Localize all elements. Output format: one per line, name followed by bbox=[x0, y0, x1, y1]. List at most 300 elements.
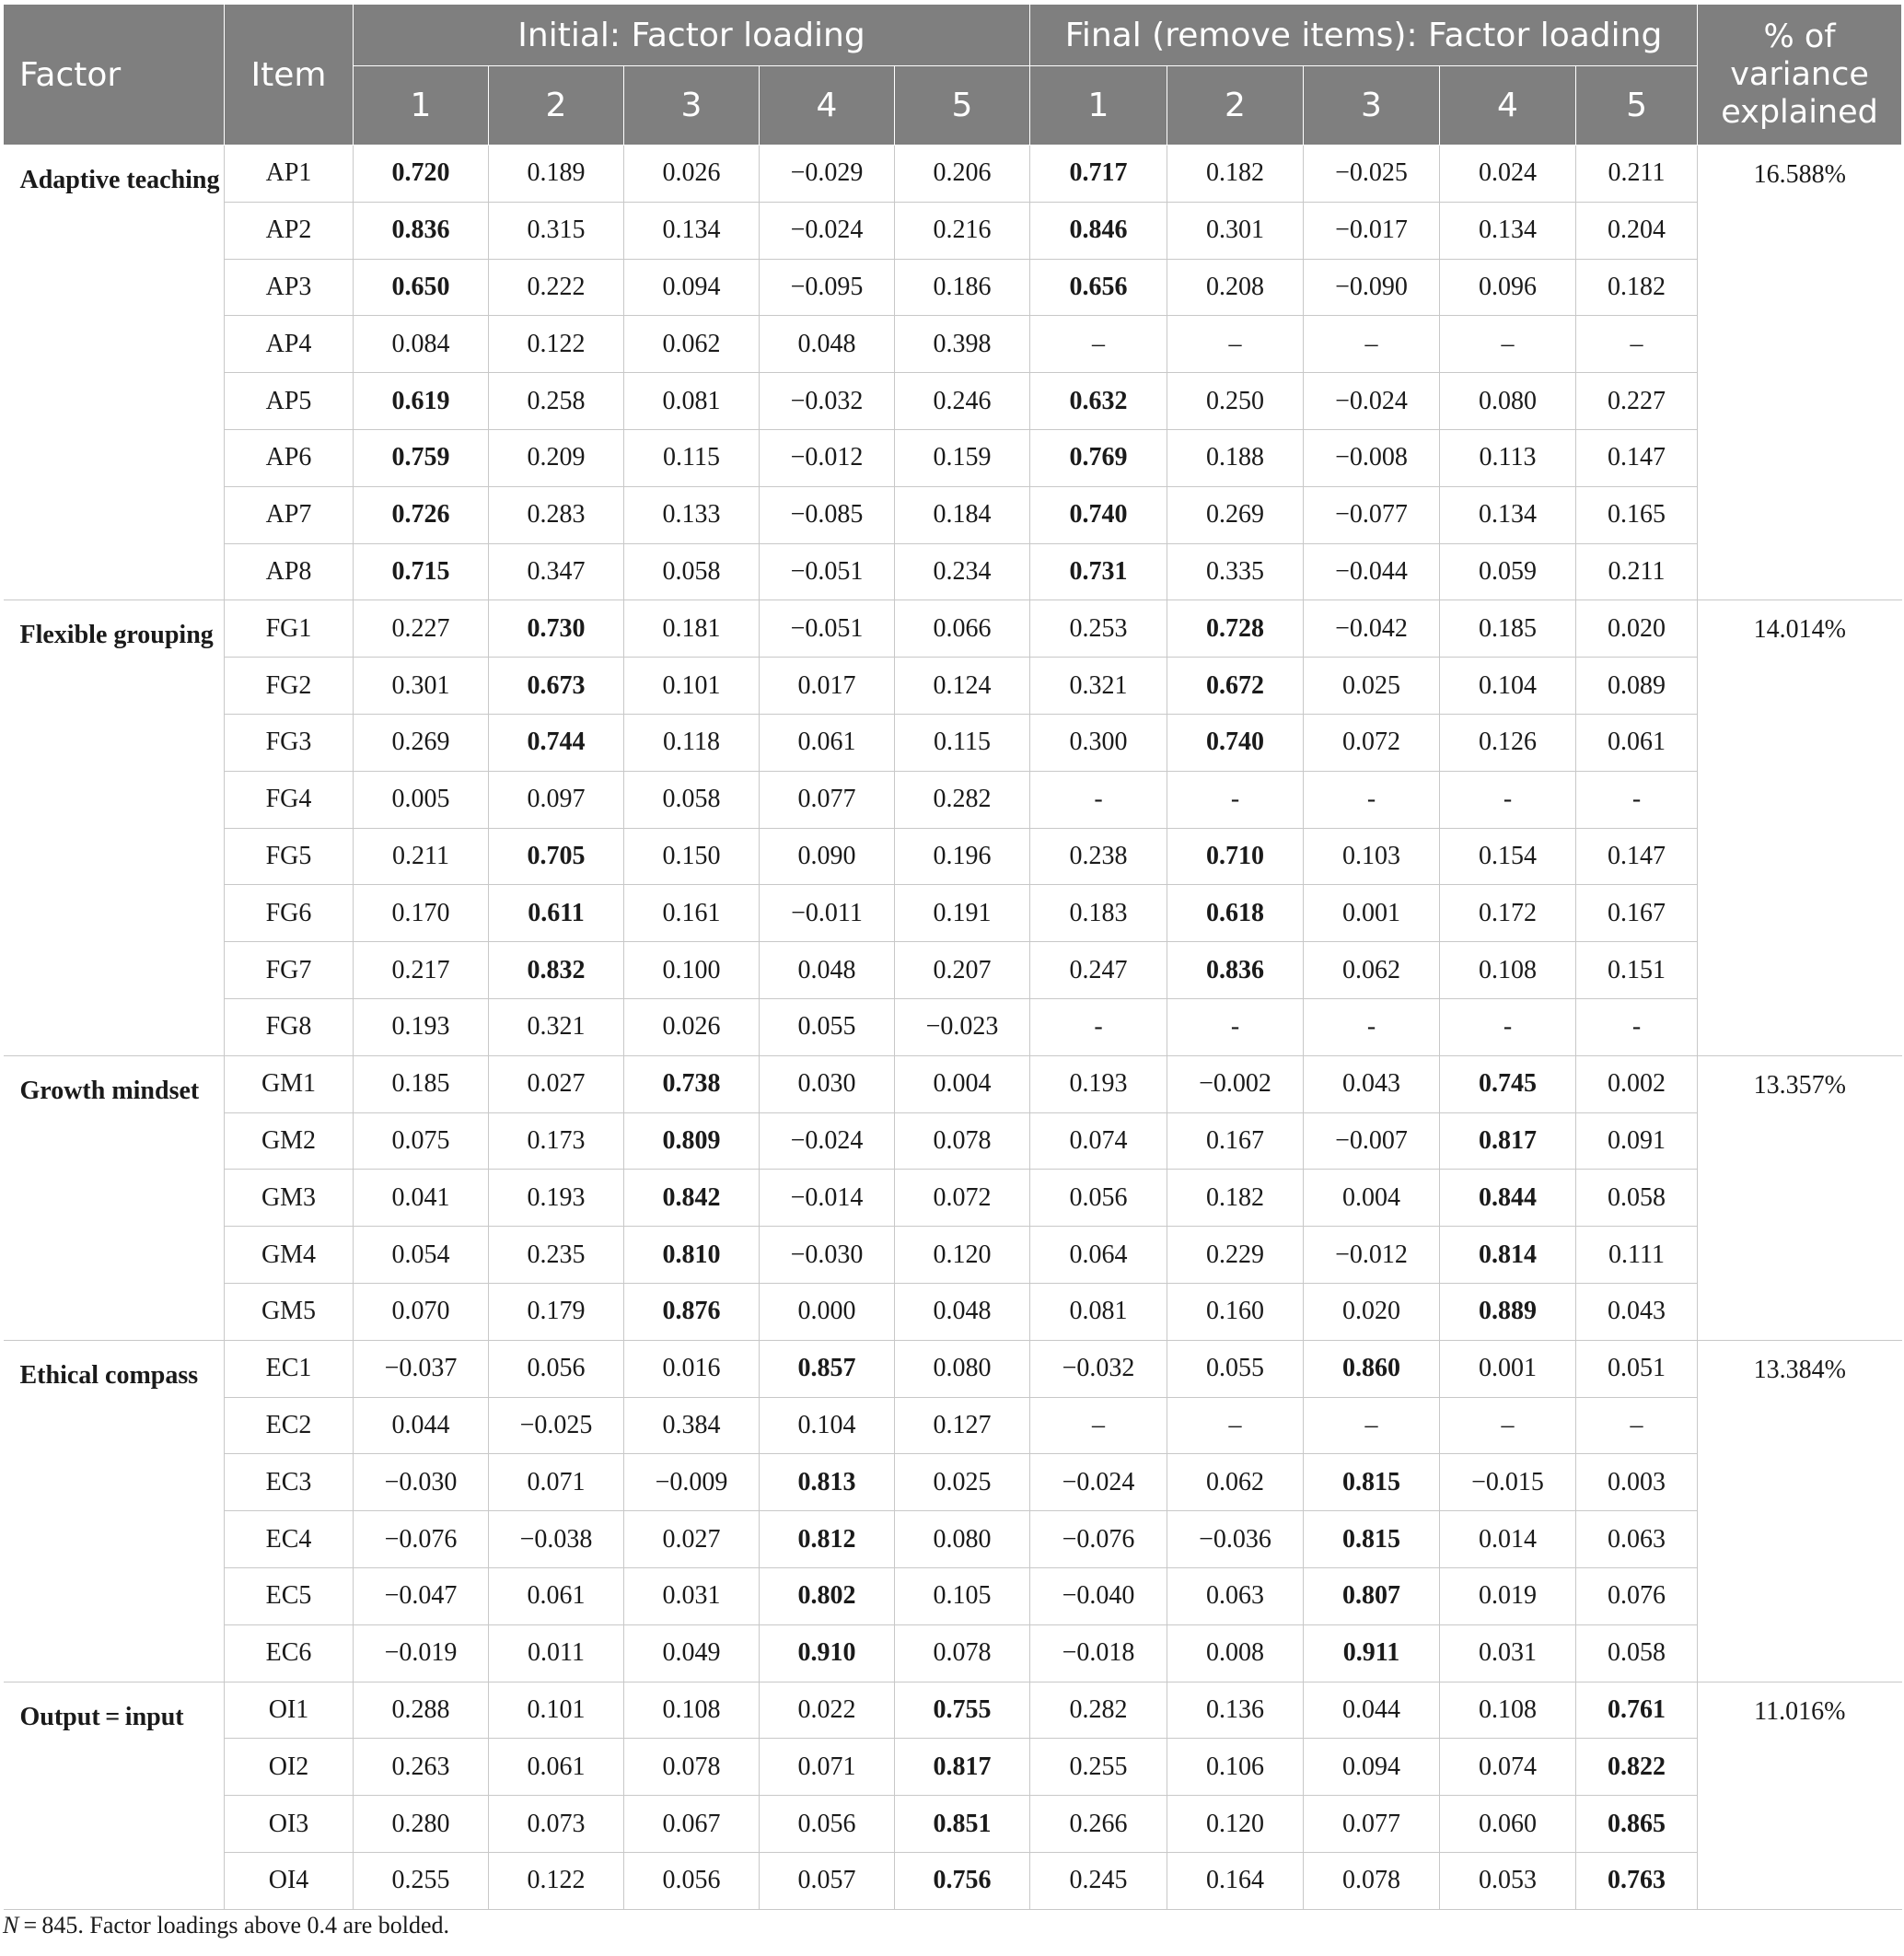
item-header: Item bbox=[225, 5, 354, 146]
final-loading-cell: 0.062 bbox=[1167, 1454, 1304, 1511]
initial-loading-cell: 0.321 bbox=[489, 998, 624, 1055]
final-loading-cell: 0.044 bbox=[1304, 1682, 1440, 1739]
initial-loading-cell: 0.263 bbox=[354, 1739, 489, 1796]
table-header bbox=[4, 5, 1902, 146]
initial-col-header: 2 bbox=[489, 66, 624, 146]
initial-loading-cell: 0.031 bbox=[624, 1567, 760, 1624]
final-loading-cell: 0.183 bbox=[1030, 885, 1167, 942]
initial-loading-cell: 0.081 bbox=[624, 373, 760, 430]
final-loading-cell: – bbox=[1576, 316, 1698, 373]
item-code: AP4 bbox=[225, 316, 354, 373]
item-code: AP2 bbox=[225, 202, 354, 259]
initial-loading-cell: −0.037 bbox=[354, 1340, 489, 1397]
final-loading-cell: 0.002 bbox=[1576, 1055, 1698, 1112]
final-loading-cell: 0.911 bbox=[1304, 1624, 1440, 1682]
item-code: FG5 bbox=[225, 828, 354, 885]
final-loading-cell: 0.089 bbox=[1576, 658, 1698, 715]
final-loading-cell: 0.165 bbox=[1576, 486, 1698, 543]
initial-loading-cell: 0.217 bbox=[354, 942, 489, 999]
table-row bbox=[4, 543, 1902, 600]
final-loading-cell: 0.058 bbox=[1576, 1170, 1698, 1227]
item-code: GM1 bbox=[225, 1055, 354, 1112]
initial-loading-cell: 0.080 bbox=[895, 1511, 1030, 1568]
final-loading-cell: 0.618 bbox=[1167, 885, 1304, 942]
item-code: EC2 bbox=[225, 1397, 354, 1454]
final-loading-cell: −0.015 bbox=[1440, 1454, 1576, 1511]
item-code: EC5 bbox=[225, 1567, 354, 1624]
initial-loading-cell: 0.027 bbox=[624, 1511, 760, 1568]
final-loading-cell: 0.889 bbox=[1440, 1283, 1576, 1340]
final-loading-cell: −0.024 bbox=[1304, 373, 1440, 430]
item-code: FG8 bbox=[225, 998, 354, 1055]
initial-loading-cell: −0.076 bbox=[354, 1511, 489, 1568]
table-row bbox=[4, 1112, 1902, 1170]
initial-loading-cell: 0.133 bbox=[624, 486, 760, 543]
final-loading-cell: −0.025 bbox=[1304, 146, 1440, 203]
initial-loading-cell: 0.071 bbox=[489, 1454, 624, 1511]
final-loading-cell: 0.058 bbox=[1576, 1624, 1698, 1682]
initial-loading-cell: 0.120 bbox=[895, 1227, 1030, 1284]
initial-loading-cell: 0.027 bbox=[489, 1055, 624, 1112]
initial-loading-cell: 0.255 bbox=[354, 1852, 489, 1909]
initial-loading-cell: 0.058 bbox=[624, 771, 760, 828]
table-row bbox=[4, 1511, 1902, 1568]
final-loading-cell: 0.211 bbox=[1576, 146, 1698, 203]
final-loading-cell: −0.012 bbox=[1304, 1227, 1440, 1284]
initial-loading-cell: 0.124 bbox=[895, 658, 1030, 715]
initial-loading-cell: 0.756 bbox=[895, 1852, 1030, 1909]
final-loading-cell: 0.164 bbox=[1167, 1852, 1304, 1909]
initial-loading-cell: 0.179 bbox=[489, 1283, 624, 1340]
initial-loading-cell: 0.280 bbox=[354, 1796, 489, 1853]
final-loading-cell: 0.160 bbox=[1167, 1283, 1304, 1340]
table-row bbox=[4, 771, 1902, 828]
initial-loading-cell: 0.056 bbox=[760, 1796, 895, 1853]
final-loading-cell: 0.108 bbox=[1440, 942, 1576, 999]
item-code: AP5 bbox=[225, 373, 354, 430]
final-loading-cell: 0.865 bbox=[1576, 1796, 1698, 1853]
final-loading-cell: 0.846 bbox=[1030, 202, 1167, 259]
initial-loading-cell: −0.024 bbox=[760, 1112, 895, 1170]
initial-loading-cell: 0.097 bbox=[489, 771, 624, 828]
item-code: EC3 bbox=[225, 1454, 354, 1511]
final-loading-cell: 0.229 bbox=[1167, 1227, 1304, 1284]
final-loading-cell: 0.672 bbox=[1167, 658, 1304, 715]
initial-loading-cell: 0.170 bbox=[354, 885, 489, 942]
final-loading-cell: −0.042 bbox=[1304, 600, 1440, 658]
initial-loading-cell: 0.084 bbox=[354, 316, 489, 373]
final-loading-cell: 0.740 bbox=[1030, 486, 1167, 543]
initial-loading-cell: 0.211 bbox=[354, 828, 489, 885]
final-loading-cell: −0.077 bbox=[1304, 486, 1440, 543]
final-loading-cell: −0.044 bbox=[1304, 543, 1440, 600]
initial-loading-cell: −0.085 bbox=[760, 486, 895, 543]
initial-loading-cell: 0.705 bbox=[489, 828, 624, 885]
final-loading-cell: - bbox=[1030, 998, 1167, 1055]
final-loading-cell: 0.008 bbox=[1167, 1624, 1304, 1682]
table-row bbox=[4, 1624, 1902, 1682]
item-code: FG1 bbox=[225, 600, 354, 658]
table-row bbox=[4, 828, 1902, 885]
final-loading-cell: −0.076 bbox=[1030, 1511, 1167, 1568]
factor-name: Flexible grouping bbox=[4, 600, 225, 1055]
initial-loading-cell: 0.004 bbox=[895, 1055, 1030, 1112]
initial-loading-cell: 0.759 bbox=[354, 429, 489, 486]
initial-loading-cell: −0.030 bbox=[760, 1227, 895, 1284]
initial-loading-cell: −0.047 bbox=[354, 1567, 489, 1624]
variance-explained: 13.384% bbox=[1698, 1340, 1902, 1682]
item-code: AP7 bbox=[225, 486, 354, 543]
factor-name: Adaptive teaching bbox=[4, 146, 225, 600]
final-loading-cell: 0.060 bbox=[1440, 1796, 1576, 1853]
table-row bbox=[4, 1682, 1902, 1739]
initial-loading-cell: 0.057 bbox=[760, 1852, 895, 1909]
initial-loading-cell: 0.185 bbox=[354, 1055, 489, 1112]
final-loading-cell: 0.055 bbox=[1167, 1340, 1304, 1397]
initial-loading-cell: 0.026 bbox=[624, 998, 760, 1055]
final-loading-cell: −0.090 bbox=[1304, 259, 1440, 316]
final-loading-cell: 0.321 bbox=[1030, 658, 1167, 715]
final-loading-cell: – bbox=[1167, 1397, 1304, 1454]
initial-loading-cell: 0.094 bbox=[624, 259, 760, 316]
initial-loading-cell: 0.193 bbox=[489, 1170, 624, 1227]
final-loading-cell: 0.266 bbox=[1030, 1796, 1167, 1853]
initial-loading-cell: 0.222 bbox=[489, 259, 624, 316]
initial-loading-cell: 0.105 bbox=[895, 1567, 1030, 1624]
initial-loading-cell: 0.258 bbox=[489, 373, 624, 430]
table-row bbox=[4, 316, 1902, 373]
final-col-header: 4 bbox=[1440, 66, 1576, 146]
initial-loading-cell: 0.055 bbox=[760, 998, 895, 1055]
final-loading-cell: - bbox=[1440, 998, 1576, 1055]
final-loading-cell: 0.204 bbox=[1576, 202, 1698, 259]
table-row bbox=[4, 998, 1902, 1055]
final-loading-cell: 0.193 bbox=[1030, 1055, 1167, 1112]
final-loading-cell: 0.282 bbox=[1030, 1682, 1167, 1739]
item-code: FG2 bbox=[225, 658, 354, 715]
variance-header: % of variance explained bbox=[1698, 5, 1902, 146]
final-loading-cell: −0.007 bbox=[1304, 1112, 1440, 1170]
item-code: GM2 bbox=[225, 1112, 354, 1170]
initial-loading-cell: 0.235 bbox=[489, 1227, 624, 1284]
table-row bbox=[4, 1170, 1902, 1227]
final-loading-cell: 0.167 bbox=[1167, 1112, 1304, 1170]
table-row bbox=[4, 1796, 1902, 1853]
initial-loading-cell: 0.283 bbox=[489, 486, 624, 543]
initial-loading-cell: −0.095 bbox=[760, 259, 895, 316]
initial-loading-cell: 0.062 bbox=[624, 316, 760, 373]
initial-loading-cell: 0.115 bbox=[624, 429, 760, 486]
initial-loading-cell: 0.315 bbox=[489, 202, 624, 259]
table-row bbox=[4, 1283, 1902, 1340]
initial-loading-cell: 0.056 bbox=[624, 1852, 760, 1909]
initial-loading-cell: 0.715 bbox=[354, 543, 489, 600]
initial-loading-cell: 0.122 bbox=[489, 316, 624, 373]
variance-explained: 13.357% bbox=[1698, 1055, 1902, 1340]
initial-loading-cell: 0.207 bbox=[895, 942, 1030, 999]
initial-loading-cell: 0.090 bbox=[760, 828, 895, 885]
initial-loading-cell: 0.209 bbox=[489, 429, 624, 486]
final-loading-cell: 0.822 bbox=[1576, 1739, 1698, 1796]
initial-loading-cell: 0.234 bbox=[895, 543, 1030, 600]
initial-loading-cell: 0.078 bbox=[624, 1739, 760, 1796]
final-loading-cell: 0.120 bbox=[1167, 1796, 1304, 1853]
item-code: AP1 bbox=[225, 146, 354, 203]
initial-loading-cell: 0.619 bbox=[354, 373, 489, 430]
initial-loading-cell: 0.196 bbox=[895, 828, 1030, 885]
final-loading-cell: 0.053 bbox=[1440, 1852, 1576, 1909]
final-loading-cell: 0.227 bbox=[1576, 373, 1698, 430]
final-loading-cell: 0.860 bbox=[1304, 1340, 1440, 1397]
variance-explained: 16.588% bbox=[1698, 146, 1902, 600]
final-loading-cell: 0.154 bbox=[1440, 828, 1576, 885]
item-code: FG6 bbox=[225, 885, 354, 942]
initial-loading-cell: 0.066 bbox=[895, 600, 1030, 658]
initial-loading-cell: 0.812 bbox=[760, 1511, 895, 1568]
initial-loading-cell: 0.026 bbox=[624, 146, 760, 203]
initial-loading-cell: 0.118 bbox=[624, 714, 760, 771]
final-loading-cell: 0.182 bbox=[1576, 259, 1698, 316]
final-loading-cell: 0.061 bbox=[1576, 714, 1698, 771]
table-row bbox=[4, 486, 1902, 543]
table-row bbox=[4, 146, 1902, 203]
final-loading-cell: 0.807 bbox=[1304, 1567, 1440, 1624]
initial-loading-cell: 0.726 bbox=[354, 486, 489, 543]
final-loading-cell: 0.043 bbox=[1304, 1055, 1440, 1112]
initial-loading-cell: 0.910 bbox=[760, 1624, 895, 1682]
final-loading-cell: 0.094 bbox=[1304, 1739, 1440, 1796]
final-loading-cell: – bbox=[1304, 1397, 1440, 1454]
initial-loading-cell: 0.005 bbox=[354, 771, 489, 828]
item-code: FG3 bbox=[225, 714, 354, 771]
final-loading-cell: −0.032 bbox=[1030, 1340, 1167, 1397]
final-loading-cell: 0.111 bbox=[1576, 1227, 1698, 1284]
item-code: OI4 bbox=[225, 1852, 354, 1909]
final-loading-cell: 0.717 bbox=[1030, 146, 1167, 203]
initial-loading-cell: 0.056 bbox=[489, 1340, 624, 1397]
final-loading-cell: 0.004 bbox=[1304, 1170, 1440, 1227]
table-row bbox=[4, 885, 1902, 942]
item-code: AP6 bbox=[225, 429, 354, 486]
factor-name: Growth mindset bbox=[4, 1055, 225, 1340]
final-loading-cell: 0.074 bbox=[1440, 1739, 1576, 1796]
initial-loading-cell: 0.041 bbox=[354, 1170, 489, 1227]
initial-loading-cell: 0.075 bbox=[354, 1112, 489, 1170]
final-loading-cell: 0.104 bbox=[1440, 658, 1576, 715]
factor-header: Factor bbox=[4, 5, 225, 146]
final-loading-cell: 0.063 bbox=[1576, 1511, 1698, 1568]
final-loading-cell: 0.335 bbox=[1167, 543, 1304, 600]
final-loading-cell: 0.063 bbox=[1167, 1567, 1304, 1624]
initial-loading-cell: −0.030 bbox=[354, 1454, 489, 1511]
final-loading-cell: 0.188 bbox=[1167, 429, 1304, 486]
initial-loading-cell: 0.048 bbox=[760, 942, 895, 999]
final-loading-cell: 0.731 bbox=[1030, 543, 1167, 600]
final-loading-cell: – bbox=[1304, 316, 1440, 373]
final-col-header: 5 bbox=[1576, 66, 1698, 146]
final-loading-cell: 0.151 bbox=[1576, 942, 1698, 999]
initial-loading-cell: 0.246 bbox=[895, 373, 1030, 430]
initial-loading-cell: 0.216 bbox=[895, 202, 1030, 259]
initial-loading-cell: 0.191 bbox=[895, 885, 1030, 942]
final-loading-cell: - bbox=[1304, 771, 1440, 828]
initial-loading-cell: 0.288 bbox=[354, 1682, 489, 1739]
initial-loading-cell: 0.070 bbox=[354, 1283, 489, 1340]
initial-loading-cell: 0.876 bbox=[624, 1283, 760, 1340]
note-n-label: N bbox=[3, 1912, 19, 1939]
final-loading-cell: 0.255 bbox=[1030, 1739, 1167, 1796]
initial-loading-cell: 0.193 bbox=[354, 998, 489, 1055]
final-loading-cell: 0.106 bbox=[1167, 1739, 1304, 1796]
initial-loading-cell: 0.755 bbox=[895, 1682, 1030, 1739]
table-row bbox=[4, 1055, 1902, 1112]
final-loading-cell: - bbox=[1576, 771, 1698, 828]
final-loading-cell: - bbox=[1167, 998, 1304, 1055]
final-loading-cell: 0.096 bbox=[1440, 259, 1576, 316]
initial-loading-cell: 0.832 bbox=[489, 942, 624, 999]
initial-loading-cell: 0.650 bbox=[354, 259, 489, 316]
initial-loading-cell: 0.384 bbox=[624, 1397, 760, 1454]
initial-loading-header: Initial: Factor loading bbox=[354, 5, 1030, 66]
final-loading-cell: 0.208 bbox=[1167, 259, 1304, 316]
final-loading-cell: 0.074 bbox=[1030, 1112, 1167, 1170]
initial-loading-cell: 0.022 bbox=[760, 1682, 895, 1739]
final-loading-cell: 0.051 bbox=[1576, 1340, 1698, 1397]
initial-loading-cell: 0.048 bbox=[895, 1283, 1030, 1340]
initial-loading-cell: 0.048 bbox=[760, 316, 895, 373]
final-loading-cell: 0.043 bbox=[1576, 1283, 1698, 1340]
initial-loading-cell: −0.038 bbox=[489, 1511, 624, 1568]
final-loading-cell: 0.136 bbox=[1167, 1682, 1304, 1739]
final-loading-cell: 0.185 bbox=[1440, 600, 1576, 658]
initial-loading-cell: 0.078 bbox=[895, 1112, 1030, 1170]
final-loading-cell: 0.091 bbox=[1576, 1112, 1698, 1170]
initial-loading-cell: −0.051 bbox=[760, 543, 895, 600]
initial-loading-cell: 0.186 bbox=[895, 259, 1030, 316]
initial-loading-cell: 0.730 bbox=[489, 600, 624, 658]
item-code: GM3 bbox=[225, 1170, 354, 1227]
initial-loading-cell: 0.738 bbox=[624, 1055, 760, 1112]
initial-loading-cell: 0.398 bbox=[895, 316, 1030, 373]
initial-loading-cell: 0.073 bbox=[489, 1796, 624, 1853]
table-row bbox=[4, 373, 1902, 430]
initial-loading-cell: 0.061 bbox=[489, 1567, 624, 1624]
table-row bbox=[4, 259, 1902, 316]
final-loading-cell: 0.056 bbox=[1030, 1170, 1167, 1227]
variance-explained: 14.014% bbox=[1698, 600, 1902, 1055]
final-loading-cell: 0.814 bbox=[1440, 1227, 1576, 1284]
final-loading-cell: −0.024 bbox=[1030, 1454, 1167, 1511]
initial-loading-cell: 0.159 bbox=[895, 429, 1030, 486]
final-loading-cell: −0.036 bbox=[1167, 1511, 1304, 1568]
final-loading-cell: 0.815 bbox=[1304, 1511, 1440, 1568]
final-loading-cell: −0.018 bbox=[1030, 1624, 1167, 1682]
final-loading-cell: 0.815 bbox=[1304, 1454, 1440, 1511]
initial-loading-cell: 0.072 bbox=[895, 1170, 1030, 1227]
final-loading-cell: 0.072 bbox=[1304, 714, 1440, 771]
final-loading-cell: 0.147 bbox=[1576, 429, 1698, 486]
factor-loadings-table bbox=[3, 4, 1902, 1910]
final-loading-cell: 0.003 bbox=[1576, 1454, 1698, 1511]
initial-loading-cell: −0.009 bbox=[624, 1454, 760, 1511]
table-row bbox=[4, 1397, 1902, 1454]
final-loading-cell: 0.632 bbox=[1030, 373, 1167, 430]
initial-loading-cell: 0.817 bbox=[895, 1739, 1030, 1796]
final-loading-cell: 0.064 bbox=[1030, 1227, 1167, 1284]
final-loading-cell: 0.108 bbox=[1440, 1682, 1576, 1739]
final-col-header: 2 bbox=[1167, 66, 1304, 146]
final-loading-cell: 0.844 bbox=[1440, 1170, 1576, 1227]
table-row bbox=[4, 202, 1902, 259]
initial-loading-cell: 0.061 bbox=[489, 1739, 624, 1796]
item-code: GM5 bbox=[225, 1283, 354, 1340]
initial-loading-cell: 0.802 bbox=[760, 1567, 895, 1624]
item-code: GM4 bbox=[225, 1227, 354, 1284]
final-loading-cell: - bbox=[1304, 998, 1440, 1055]
initial-loading-cell: 0.127 bbox=[895, 1397, 1030, 1454]
table-row bbox=[4, 942, 1902, 999]
table-row bbox=[4, 658, 1902, 715]
final-loading-cell: 0.081 bbox=[1030, 1283, 1167, 1340]
initial-loading-cell: 0.104 bbox=[760, 1397, 895, 1454]
final-loading-cell: 0.817 bbox=[1440, 1112, 1576, 1170]
final-loading-cell: 0.078 bbox=[1304, 1852, 1440, 1909]
table-row bbox=[4, 1340, 1902, 1397]
final-loading-cell: 0.031 bbox=[1440, 1624, 1576, 1682]
initial-loading-cell: 0.100 bbox=[624, 942, 760, 999]
final-loading-cell: 0.182 bbox=[1167, 1170, 1304, 1227]
final-loading-cell: 0.113 bbox=[1440, 429, 1576, 486]
initial-loading-cell: 0.058 bbox=[624, 543, 760, 600]
initial-loading-cell: 0.744 bbox=[489, 714, 624, 771]
final-loading-cell: 0.020 bbox=[1304, 1283, 1440, 1340]
final-loading-cell: - bbox=[1440, 771, 1576, 828]
final-loading-cell: 0.300 bbox=[1030, 714, 1167, 771]
initial-loading-cell: −0.011 bbox=[760, 885, 895, 942]
initial-col-header: 3 bbox=[624, 66, 760, 146]
initial-loading-cell: 0.181 bbox=[624, 600, 760, 658]
final-loading-cell: 0.019 bbox=[1440, 1567, 1576, 1624]
initial-loading-cell: 0.067 bbox=[624, 1796, 760, 1853]
initial-loading-cell: −0.012 bbox=[760, 429, 895, 486]
final-loading-cell: −0.002 bbox=[1167, 1055, 1304, 1112]
item-code: OI1 bbox=[225, 1682, 354, 1739]
final-loading-cell: 0.103 bbox=[1304, 828, 1440, 885]
initial-loading-cell: 0.809 bbox=[624, 1112, 760, 1170]
final-loading-cell: 0.769 bbox=[1030, 429, 1167, 486]
initial-loading-cell: 0.857 bbox=[760, 1340, 895, 1397]
initial-loading-cell: 0.206 bbox=[895, 146, 1030, 203]
final-loading-cell: 0.077 bbox=[1304, 1796, 1440, 1853]
initial-loading-cell: 0.301 bbox=[354, 658, 489, 715]
initial-loading-cell: 0.049 bbox=[624, 1624, 760, 1682]
initial-loading-cell: 0.016 bbox=[624, 1340, 760, 1397]
final-loading-cell: - bbox=[1576, 998, 1698, 1055]
final-loading-cell: – bbox=[1030, 1397, 1167, 1454]
loadings-table-container bbox=[3, 4, 1901, 1910]
factor-name: Ethical compass bbox=[4, 1340, 225, 1682]
factor-name: Output = input bbox=[4, 1682, 225, 1909]
initial-loading-cell: 0.000 bbox=[760, 1283, 895, 1340]
final-loading-cell: – bbox=[1167, 316, 1304, 373]
final-loading-cell: 0.740 bbox=[1167, 714, 1304, 771]
item-code: FG7 bbox=[225, 942, 354, 999]
initial-col-header: 5 bbox=[895, 66, 1030, 146]
initial-loading-cell: 0.017 bbox=[760, 658, 895, 715]
initial-loading-cell: 0.189 bbox=[489, 146, 624, 203]
item-code: AP3 bbox=[225, 259, 354, 316]
initial-loading-cell: 0.030 bbox=[760, 1055, 895, 1112]
